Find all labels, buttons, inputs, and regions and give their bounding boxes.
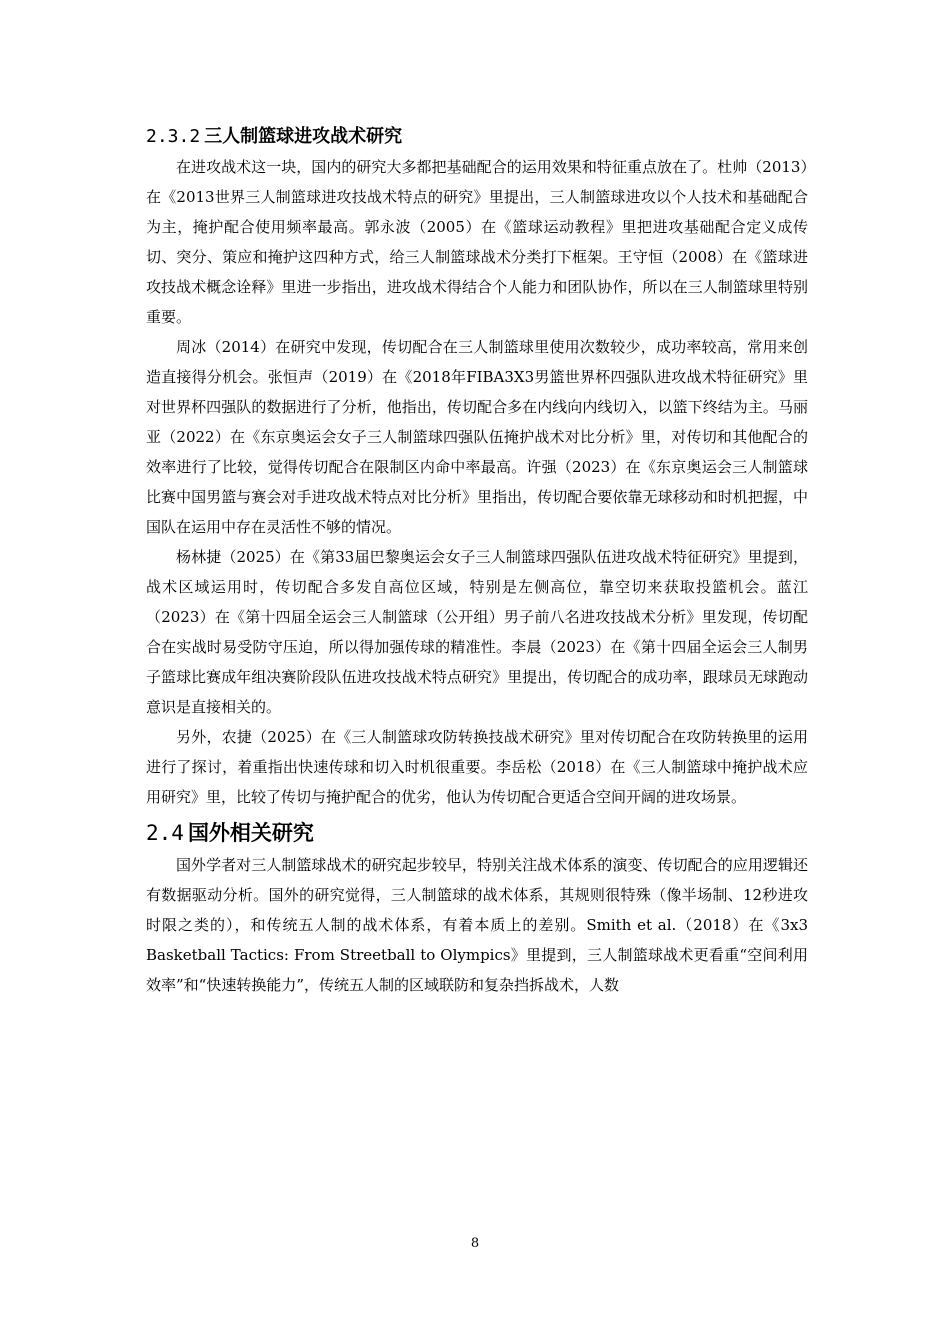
body-paragraph: 在进攻战术这一块，国内的研究大多都把基础配合的运用效果和特征重点放在了。杜帅（2013）在《2013世界三人制篮球进攻技战术特点的研究》里提出，三人制篮球进攻以个人技术和基础配合为主，掩护配合使用频率最高。郭永波（2005）在《篮球运动教程》里把进攻基础配合定义成传切、突分、策应和掩护这四种方式，给三人制篮球战术分类打下框架。王守恒（2008）在《篮球进攻技战术概念诠释》里进一步指出，进攻战术得结合个人能力和团队协作，所以在三人制篮球里特别重要。 — [146, 158, 808, 326]
section-number: 2.3.2 — [146, 126, 201, 147]
section-heading-2-4 — [146, 816, 808, 850]
section-title: 国外相关研究 — [187, 820, 314, 845]
body-paragraph: 另外，农捷（2025）在《三人制篮球攻防转换技战术研究》里对传切配合在攻防转换里的运用进行了探讨，着重指出快速传球和切入时机很重要。李岳松（2018）在《三人制篮球中掩护战术应用研究》里，比较了传切与掩护配合的优劣，他认为传切配合更适合空间开阔的进攻场景。 — [146, 728, 808, 806]
page-content — [146, 122, 808, 1000]
body-paragraph: 国外学者对三人制篮球战术的研究起步较早，特别关注战术体系的演变、传切配合的应用逻辑还有数据驱动分析。国外的研究觉得，三人制篮球的战术体系，其规则很特殊（像半场制、12秒进攻时限之类的），和传统五人制的战术体系，有着本质上的差别。Smith et al.（2018）在《3x3 Basketball Tactics: From Streetball to Olympics》里提到，三人制篮球战术更看重“空间利用效率”和“快速转换能力”，传统五人制的区域联防和复杂挡拆战术，人数 — [146, 856, 808, 994]
section-heading-2-3-2 — [146, 122, 808, 152]
body-paragraph: 杨林捷（2025）在《第33届巴黎奥运会女子三人制篮球四强队伍进攻战术特征研究》里提到，战术区域运用时，传切配合多发自高位区域，特别是左侧高位，靠空切来获取投篮机会。蓝江（2023）在《第十四届全运会三人制篮球（公开组）男子前八名进攻技战术分析》里发现，传切配合在实战时易受防守压迫，所以得加强传球的精准性。李晨（2023）在《第十四届全运会三人制男子篮球比赛成年组决赛阶段队伍进攻技战术特点研究》里提出，传切配合的成功率，跟球员无球跑动意识是直接相关的。 — [146, 548, 808, 716]
body-paragraph: 周冰（2014）在研究中发现，传切配合在三人制篮球里使用次数较少，成功率较高，常用来创造直接得分机会。张恒声（2019）在《2018年FIBA3X3男篮世界杯四强队进攻战术特征研究》里对世界杯四强队的数据进行了分析，他指出，传切配合多在内线向内线切入，以篮下终结为主。马丽亚（2022）在《东京奥运会女子三人制篮球四强队伍掩护战术对比分析》里，对传切和其他配合的效率进行了比较，觉得传切配合在限制区内命中率最高。许强（2023）在《东京奥运会三人制篮球比赛中国男篮与赛会对手进攻战术特点对比分析》里指出，传切配合要依靠无球移动和时机把握，中国队在运用中存在灵活性不够的情况。 — [146, 338, 808, 536]
section-title: 三人制篮球进攻战术研究 — [204, 126, 403, 147]
page-number: 8 — [470, 1236, 480, 1251]
section-number: 2.4 — [146, 821, 184, 845]
